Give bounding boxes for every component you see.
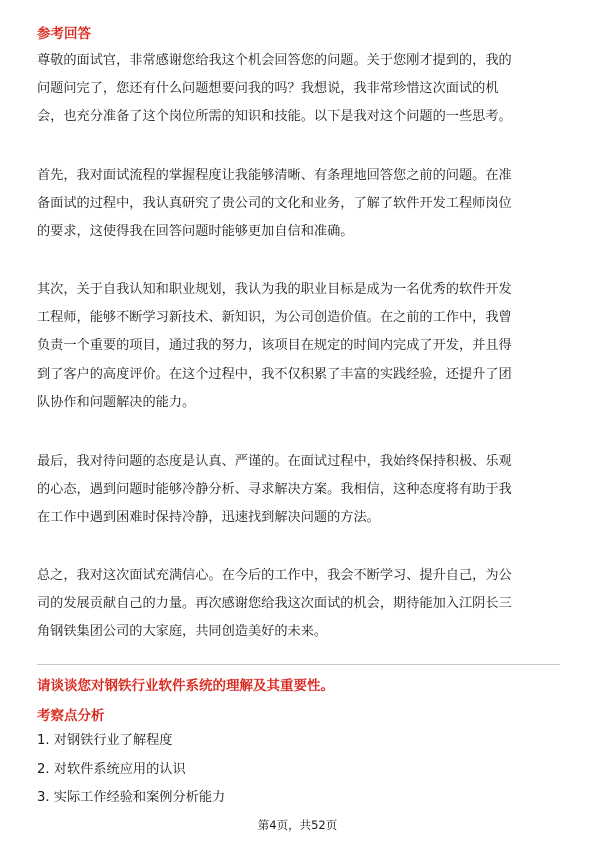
paragraph-line: 备面试的过程中，我认真研究了贵公司的文化和业务，了解了软件开发工程师岗位 bbox=[37, 196, 512, 212]
paragraph-5 bbox=[37, 562, 562, 647]
paragraph-line: 工程师，能够不断学习新技术、新知识，为公司创造价值。在之前的工作中，我曾 bbox=[37, 310, 512, 326]
paragraph-2 bbox=[37, 162, 562, 247]
paragraph-line: 队协作和问题解决的能力。 bbox=[37, 394, 196, 410]
paragraph-line: 问题问完了，您还有什么问题想要问我的吗？我想说，我非常珍惜这次面试的机 bbox=[37, 81, 499, 97]
analysis-item: 1. 对钢铁行业了解程度 bbox=[37, 733, 173, 748]
paragraph-line: 总之，我对这次面试充满信心。在今后的工作中，我会不断学习、提升自己，为公 bbox=[37, 568, 512, 583]
analysis-item: 2. 对软件系统应用的认识 bbox=[37, 762, 186, 777]
paragraph-line: 尊敬的面试官，非常感谢您给我这个机会回答您的问题。关于您刚才提到的，我的 bbox=[37, 53, 512, 68]
paragraph-1 bbox=[37, 47, 562, 132]
page-number: 第4页，共52页 bbox=[257, 818, 338, 832]
paragraph-line: 在工作中遇到困难时保持冷静，迅速找到解决问题的方法。 bbox=[37, 510, 380, 526]
paragraph-line: 司的发展贡献自己的力量。再次感谢您给我这次面试的机会，期待能加入江阴长三 bbox=[37, 596, 512, 612]
paragraph-line: 会，也充分准备了这个岗位所需的知识和技能。以下是我对这个问题的一些思考。 bbox=[37, 109, 512, 125]
paragraph-line: 首先，我对面试流程的掌握程度让我能够清晰、有条理地回答您之前的问题。在准 bbox=[37, 168, 512, 183]
paragraph-line: 负责一个重要的项目，通过我的努力，该项目在规定的时间内完成了开发，并且得 bbox=[37, 338, 512, 354]
paragraph-line: 的心态，遇到问题时能够冷静分析、寻求解决方案。我相信，这种态度将有助于我 bbox=[37, 482, 512, 498]
question-heading: 请谈谈您对钢铁行业软件系统的理解及其重要性。 bbox=[37, 678, 334, 694]
paragraph-line: 到了客户的高度评价。在这个过程中，我不仅积累了丰富的实践经验，还提升了团 bbox=[37, 366, 512, 382]
paragraph-line: 的要求，这使得我在回答问题时能够更加自信和准确。 bbox=[37, 224, 354, 240]
section-title: 参考回答 bbox=[37, 26, 91, 42]
paragraph-3 bbox=[37, 276, 562, 417]
analysis-title: 考察点分析 bbox=[37, 708, 105, 724]
paragraph-4 bbox=[37, 448, 562, 533]
paragraph-line: 最后，我对待问题的态度是认真、严谨的。在面试过程中，我始终保持积极、乐观 bbox=[37, 454, 512, 469]
section-divider bbox=[37, 664, 560, 665]
analysis-item: 3. 实际工作经验和案例分析能力 bbox=[37, 790, 226, 805]
paragraph-line: 角钢铁集团公司的大家庭，共同创造美好的未来。 bbox=[37, 624, 328, 640]
paragraph-line: 其次，关于自我认知和职业规划，我认为我的职业目标是成为一名优秀的软件开发 bbox=[37, 282, 512, 297]
